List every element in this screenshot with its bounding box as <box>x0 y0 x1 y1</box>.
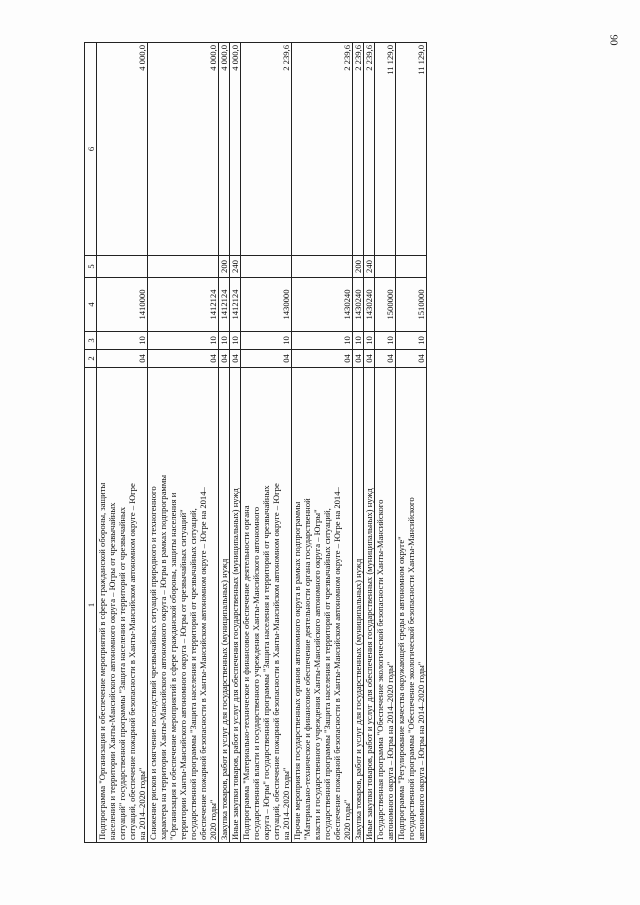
table-row <box>219 43 230 843</box>
target-article-code: 1412124 <box>219 278 230 332</box>
target-article-code: 1430000 <box>241 278 292 332</box>
row-description: Подпрограмма "Регулирование качества окружающей среды в автономном округе" государственной программы "Обеспечение экологической безопасности Ханты-Мансийского автономного округа – Югры на 2014–2020 годы" <box>396 368 427 843</box>
section-code: 04 <box>241 350 292 368</box>
table-row <box>375 43 396 843</box>
row-description: Прочие мероприятия государственных органов автономного округа в рамках подпрограммы "Материально-техническое и финансовое обеспечение деятельности органа государственной власти и государственного учреждения Ханты-Мансийского автономного округа – Югры" государственной программы "Защита населения и территорий от чрезвычайных ситуаций, обеспечение пожарной безопасности в Ханты-Мансийском автономном округе – Югре на 2014– 2020 годы" <box>292 368 353 843</box>
header-cell: 1 <box>85 368 97 843</box>
page-number: 90 <box>607 34 620 46</box>
amount: 2 239,6 <box>353 43 364 256</box>
section-code: 04 <box>230 350 241 368</box>
target-article-code: 1510000 <box>396 278 427 332</box>
header-row <box>85 43 97 843</box>
expense-type-code <box>396 256 427 278</box>
subsection-code: 10 <box>353 332 364 350</box>
row-description: Закупка товаров, работ и услуг для государственных (муниципальных) нужд <box>219 368 230 843</box>
header-cell: 3 <box>85 332 97 350</box>
subsection-code: 10 <box>396 332 427 350</box>
table-row <box>292 43 353 843</box>
header-cell: 4 <box>85 278 97 332</box>
amount: 2 239,6 <box>292 43 353 256</box>
subsection-code: 10 <box>148 332 219 350</box>
rotated-table-container <box>84 43 596 843</box>
target-article-code: 1412124 <box>148 278 219 332</box>
target-article-code: 1430240 <box>353 278 364 332</box>
table-row <box>97 43 148 843</box>
table-row <box>396 43 427 843</box>
section-code: 04 <box>353 350 364 368</box>
target-article-code: 1430240 <box>292 278 353 332</box>
row-description: Иные закупки товаров, работ и услуг для обеспечения государственных (муниципальных) нужд <box>230 368 241 843</box>
target-article-code: 1410000 <box>97 278 148 332</box>
row-description: Снижение рисков и смягчение последствий чрезвычайных ситуаций природного и техногенного характера на территории Ханты-Мансийского автономного округа – Югры в рамках подпрограммы "Организация и обеспечение мероприятий в сфере гражданской обороны, защиты населения и территории Ханты-Мансийского автономного округа – Югры от чрезвычайных ситуаций" государственной программы "Защита населения и территорий от чрезвычайных ситуаций, обеспечение пожарной безопасности в Ханты-Мансийском автономном округе – Югре на 2014– 2020 годы" <box>148 368 219 843</box>
amount: 2 239,6 <box>241 43 292 256</box>
amount: 4 000,0 <box>219 43 230 256</box>
subsection-code: 10 <box>97 332 148 350</box>
row-description: Подпрограмма "Организация и обеспечение мероприятий в сфере гражданской обороны, защиты населения и территории Ханты-Мансийского автономного округа – Югры от чрезвычайных ситуаций" государственной программы "Защита населения и территорий от чрезвычайных ситуаций, обеспечение пожарной безопасности в Ханты-Мансийском автономном округе – Югре на 2014–2020 годы" <box>97 368 148 843</box>
amount: 4 000,0 <box>97 43 148 256</box>
amount: 4 000,0 <box>148 43 219 256</box>
budget-table <box>84 42 427 843</box>
table-row <box>353 43 364 843</box>
section-code: 04 <box>148 350 219 368</box>
amount: 11 129,0 <box>396 43 427 256</box>
amount: 11 129,0 <box>375 43 396 256</box>
expense-type-code <box>375 256 396 278</box>
expense-type-code: 240 <box>364 256 375 278</box>
row-description: Иные закупки товаров, работ и услуг для обеспечения государственных (муниципальных) нужд <box>364 368 375 843</box>
subsection-code: 10 <box>241 332 292 350</box>
header-cell: 2 <box>85 350 97 368</box>
expense-type-code <box>241 256 292 278</box>
expense-type-code: 200 <box>219 256 230 278</box>
amount: 4 000,0 <box>230 43 241 256</box>
amount: 2 239,6 <box>364 43 375 256</box>
expense-type-code <box>148 256 219 278</box>
table-row <box>148 43 219 843</box>
section-code: 04 <box>375 350 396 368</box>
section-code: 04 <box>219 350 230 368</box>
row-description: Государственная программа "Обеспечение экологической безопасности Ханты-Мансийского автономного округа – Югры на 2014–2020 годы" <box>375 368 396 843</box>
section-code: 04 <box>97 350 148 368</box>
section-code: 04 <box>364 350 375 368</box>
table-row <box>230 43 241 843</box>
subsection-code: 10 <box>375 332 396 350</box>
row-description: Закупка товаров, работ и услуг для государственных (муниципальных) нужд <box>353 368 364 843</box>
table-row <box>241 43 292 843</box>
target-article-code: 1412124 <box>230 278 241 332</box>
expense-type-code: 200 <box>353 256 364 278</box>
expense-type-code <box>97 256 148 278</box>
section-code: 04 <box>396 350 427 368</box>
expense-type-code <box>292 256 353 278</box>
row-description: Подпрограмма "Материально-техническое и финансовое обеспечение деятельности органа государственной власти и государственного учреждения Ханты-Мансийского автономного округа – Югры" государственной программы "Защита населения и территорий от чрезвычайных ситуаций, обеспечение пожарной безопасности в Ханты-Мансийском автономном округе – Югре на 2014–2020 годы" <box>241 368 292 843</box>
target-article-code: 1430240 <box>364 278 375 332</box>
subsection-code: 10 <box>230 332 241 350</box>
target-article-code: 1500000 <box>375 278 396 332</box>
table-row <box>364 43 375 843</box>
header-cell: 6 <box>85 43 97 256</box>
header-cell: 5 <box>85 256 97 278</box>
subsection-code: 10 <box>219 332 230 350</box>
subsection-code: 10 <box>292 332 353 350</box>
expense-type-code: 240 <box>230 256 241 278</box>
subsection-code: 10 <box>364 332 375 350</box>
section-code: 04 <box>292 350 353 368</box>
